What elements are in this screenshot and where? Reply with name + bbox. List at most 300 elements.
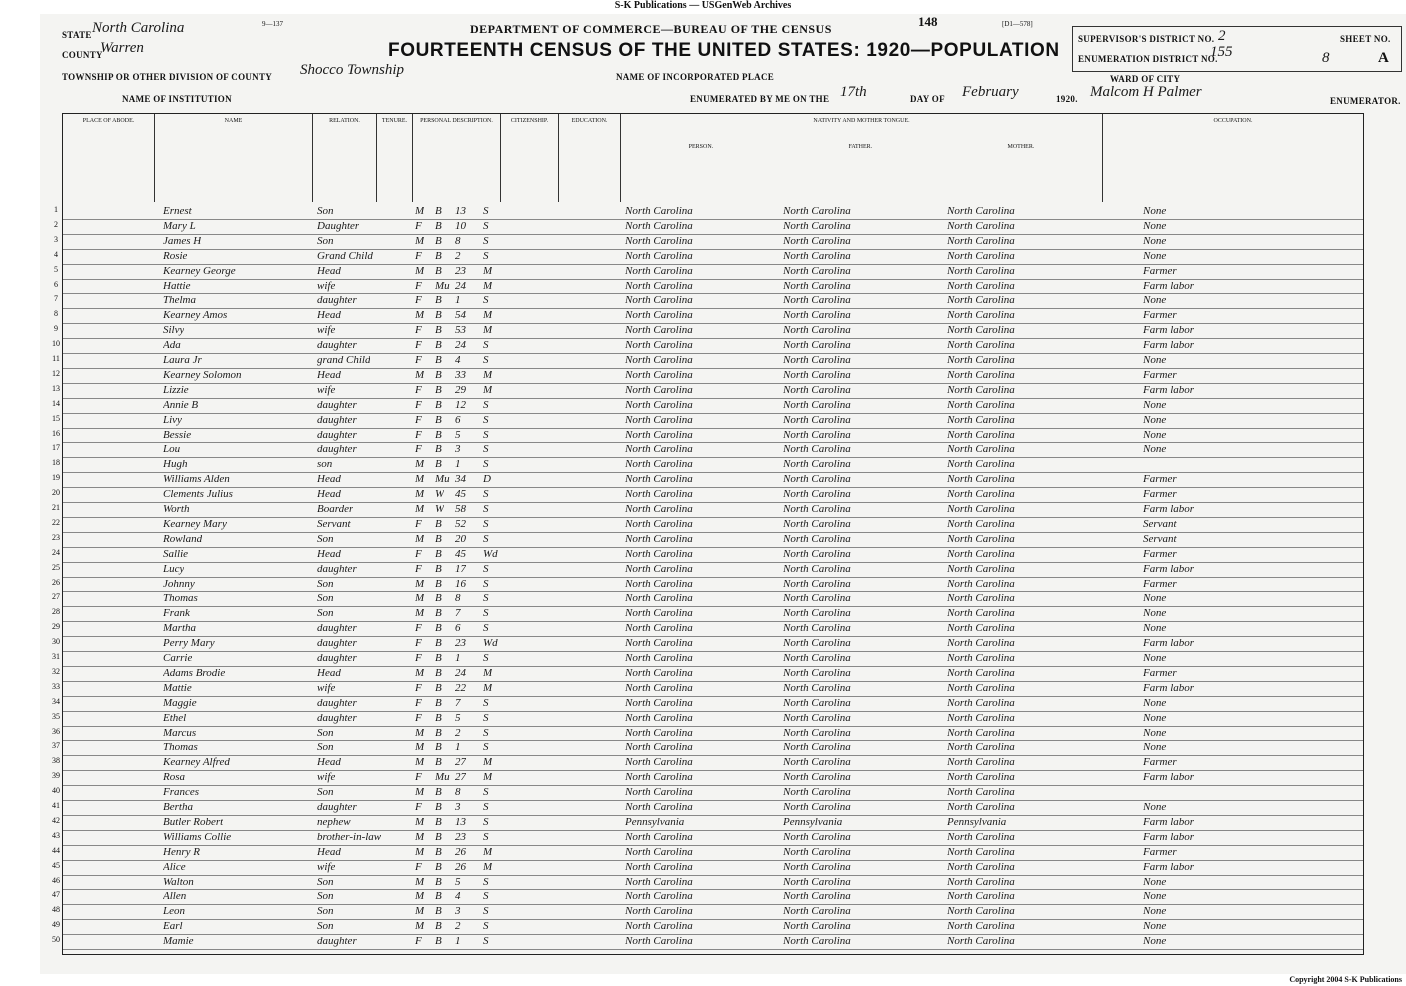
age: 20 bbox=[455, 532, 466, 545]
relation: Boarder bbox=[317, 503, 354, 515]
father-birthplace: North Carolina bbox=[783, 294, 851, 307]
race: B bbox=[435, 711, 442, 724]
father-birthplace: North Carolina bbox=[783, 443, 851, 456]
person-name: Laura Jr bbox=[163, 354, 202, 366]
race: B bbox=[435, 622, 442, 635]
marital-status: S bbox=[483, 652, 489, 664]
race: B bbox=[435, 741, 442, 754]
birthplace: North Carolina bbox=[625, 801, 693, 813]
row-divider bbox=[63, 696, 1363, 697]
occupation: Farmer bbox=[1143, 756, 1177, 769]
birthplace: Pennsylvania bbox=[625, 815, 685, 828]
mother-birthplace: North Carolina bbox=[947, 383, 1015, 396]
sex: M bbox=[415, 473, 425, 486]
col-name: NAME bbox=[155, 114, 313, 202]
marital-status: D bbox=[483, 473, 491, 486]
row-divider bbox=[63, 591, 1363, 592]
race: B bbox=[435, 309, 442, 322]
relation: daughter bbox=[317, 443, 357, 456]
birthplace: North Carolina bbox=[625, 309, 693, 322]
sex: M bbox=[415, 368, 425, 381]
person-name: Alice bbox=[163, 860, 186, 873]
row-number: 38 bbox=[52, 756, 60, 766]
relation: Son bbox=[317, 726, 334, 739]
mother-birthplace: North Carolina bbox=[947, 249, 1015, 262]
row-divider bbox=[63, 442, 1363, 443]
occupation: None bbox=[1143, 905, 1167, 918]
person-name: Mary L bbox=[163, 219, 196, 232]
occupation: None bbox=[1143, 398, 1167, 411]
marital-status: S bbox=[483, 786, 489, 799]
person-name: Henry R bbox=[163, 845, 200, 858]
father-birthplace: North Carolina bbox=[783, 264, 851, 277]
father-birthplace: North Carolina bbox=[783, 592, 851, 605]
row-number: 22 bbox=[52, 517, 60, 527]
sex: F bbox=[415, 279, 422, 292]
sex: F bbox=[415, 681, 422, 694]
age: 8 bbox=[455, 234, 461, 247]
birthplace: North Carolina bbox=[625, 458, 693, 471]
race: B bbox=[435, 905, 442, 918]
race: Mu bbox=[435, 279, 450, 292]
row-number: 15 bbox=[52, 413, 60, 423]
occupation: None bbox=[1143, 294, 1167, 307]
father-birthplace: North Carolina bbox=[783, 324, 851, 337]
race: B bbox=[435, 666, 442, 679]
father-birthplace: North Carolina bbox=[783, 249, 851, 262]
mother-birthplace: North Carolina bbox=[947, 294, 1015, 307]
mother-birthplace: North Carolina bbox=[947, 398, 1015, 411]
occupation: Farm labor bbox=[1143, 637, 1195, 650]
birthplace: North Carolina bbox=[625, 383, 693, 396]
occupation: Farmer bbox=[1143, 666, 1177, 679]
race: B bbox=[435, 845, 442, 858]
row-number: 45 bbox=[52, 860, 60, 870]
row-divider bbox=[63, 398, 1363, 399]
age: 12 bbox=[455, 398, 466, 411]
person-name: Rowland bbox=[163, 532, 203, 545]
occupation: Farm labor bbox=[1143, 339, 1195, 352]
occupation: Farm labor bbox=[1143, 503, 1195, 515]
sex: F bbox=[415, 860, 422, 873]
marital-status: S bbox=[483, 622, 489, 635]
age: 17 bbox=[455, 562, 466, 575]
marital-status: S bbox=[483, 875, 489, 888]
race: B bbox=[435, 354, 442, 366]
relation: daughter bbox=[317, 562, 357, 575]
relation: wife bbox=[317, 279, 336, 292]
occupation: Farmer bbox=[1143, 488, 1177, 501]
age: 4 bbox=[455, 354, 461, 366]
person-name: Hugh bbox=[163, 458, 188, 471]
mother-birthplace: North Carolina bbox=[947, 324, 1015, 337]
occupation: None bbox=[1143, 920, 1167, 933]
birthplace: North Carolina bbox=[625, 532, 693, 545]
marital-status: S bbox=[483, 801, 489, 813]
mother-birthplace: North Carolina bbox=[947, 711, 1015, 724]
sex: F bbox=[415, 219, 422, 232]
relation: wife bbox=[317, 383, 336, 396]
sex: F bbox=[415, 547, 422, 560]
race: B bbox=[435, 443, 442, 456]
relation: son bbox=[317, 458, 333, 471]
census-grid bbox=[52, 113, 1364, 955]
sex: M bbox=[415, 607, 425, 620]
race: B bbox=[435, 324, 442, 337]
birthplace: North Carolina bbox=[625, 666, 693, 679]
department-title: DEPARTMENT OF COMMERCE—BUREAU OF THE CENSUS bbox=[470, 22, 832, 36]
race: W bbox=[435, 503, 445, 515]
age: 23 bbox=[455, 830, 466, 843]
person-name: Kearney Alfred bbox=[163, 756, 230, 769]
row-number: 32 bbox=[52, 666, 60, 676]
relation: Son bbox=[317, 875, 334, 888]
relation: Head bbox=[317, 756, 341, 769]
row-divider bbox=[63, 919, 1363, 920]
sex: M bbox=[415, 666, 425, 679]
marital-status: S bbox=[483, 339, 489, 352]
person-name: Lucy bbox=[163, 562, 185, 575]
institution-label: NAME OF INSTITUTION bbox=[122, 94, 232, 104]
person-name: Bessie bbox=[163, 428, 192, 441]
sex: F bbox=[415, 249, 422, 262]
sex: M bbox=[415, 830, 425, 843]
occupation: Farm labor bbox=[1143, 562, 1195, 575]
age: 23 bbox=[455, 637, 466, 650]
row-number: 34 bbox=[52, 696, 60, 706]
row-number: 44 bbox=[52, 845, 60, 855]
age: 24 bbox=[455, 666, 466, 679]
mother-birthplace: North Carolina bbox=[947, 532, 1015, 545]
race: B bbox=[435, 801, 442, 813]
row-divider bbox=[63, 219, 1363, 220]
relation: daughter bbox=[317, 801, 357, 813]
sex: M bbox=[415, 309, 425, 322]
occupation: None bbox=[1143, 249, 1167, 262]
occupation: Farmer bbox=[1143, 845, 1177, 858]
relation: Son bbox=[317, 786, 334, 799]
occupation: None bbox=[1143, 219, 1167, 232]
relation: wife bbox=[317, 681, 336, 694]
person-name: Livy bbox=[163, 413, 182, 426]
row-divider bbox=[63, 711, 1363, 712]
birthplace: North Carolina bbox=[625, 428, 693, 441]
census-title: FOURTEENTH CENSUS OF THE UNITED STATES: 1920—POPULATION bbox=[388, 40, 1060, 61]
age: 52 bbox=[455, 517, 466, 530]
row-number: 10 bbox=[52, 339, 60, 349]
row-number: 49 bbox=[52, 920, 60, 930]
county-label: COUNTY bbox=[62, 50, 103, 60]
row-number: 36 bbox=[52, 726, 60, 736]
col-tenure: TENURE. bbox=[377, 114, 413, 202]
sex: M bbox=[415, 726, 425, 739]
sex: F bbox=[415, 935, 422, 948]
marital-status: M bbox=[483, 666, 493, 679]
father-birthplace: North Carolina bbox=[783, 607, 851, 620]
age: 45 bbox=[455, 547, 466, 560]
sex: F bbox=[415, 517, 422, 530]
township-label: TOWNSHIP OR OTHER DIVISION OF COUNTY bbox=[62, 72, 273, 82]
age: 10 bbox=[455, 219, 466, 232]
relation: Son bbox=[317, 890, 334, 903]
relation: Servant bbox=[317, 517, 351, 530]
mother-birthplace: North Carolina bbox=[947, 592, 1015, 605]
row-number: 21 bbox=[52, 503, 60, 512]
row-number: 9 bbox=[54, 324, 58, 334]
father-birthplace: North Carolina bbox=[783, 920, 851, 933]
birthplace: North Carolina bbox=[625, 294, 693, 307]
row-divider bbox=[63, 726, 1363, 727]
row-number: 35 bbox=[52, 711, 60, 721]
age: 5 bbox=[455, 875, 461, 888]
person-name: Kearney Amos bbox=[163, 309, 228, 322]
row-number: 50 bbox=[52, 935, 60, 945]
birthplace: North Carolina bbox=[625, 756, 693, 769]
age: 7 bbox=[455, 696, 461, 709]
mother-birthplace: North Carolina bbox=[947, 428, 1015, 441]
person-name: Kearney Solomon bbox=[163, 368, 242, 381]
birthplace: North Carolina bbox=[625, 860, 693, 873]
relation: daughter bbox=[317, 711, 357, 724]
age: 53 bbox=[455, 324, 466, 337]
birthplace: North Carolina bbox=[625, 696, 693, 709]
birthplace: North Carolina bbox=[625, 413, 693, 426]
relation: wife bbox=[317, 324, 336, 337]
row-divider bbox=[63, 234, 1363, 235]
sex: F bbox=[415, 652, 422, 664]
race: B bbox=[435, 696, 442, 709]
father-birthplace: North Carolina bbox=[783, 398, 851, 411]
row-number: 26 bbox=[52, 577, 60, 587]
birthplace: North Carolina bbox=[625, 368, 693, 381]
person-name: Carrie bbox=[163, 652, 193, 664]
relation: Head bbox=[317, 488, 341, 501]
sex: F bbox=[415, 637, 422, 650]
father-birthplace: North Carolina bbox=[783, 547, 851, 560]
row-number: 23 bbox=[52, 532, 60, 542]
year-label: 1920. bbox=[1056, 94, 1078, 104]
father-birthplace: North Carolina bbox=[783, 666, 851, 679]
row-number: 6 bbox=[54, 279, 58, 289]
relation: Head bbox=[317, 368, 341, 381]
age: 2 bbox=[455, 920, 461, 933]
father-birthplace: North Carolina bbox=[783, 696, 851, 709]
sex: M bbox=[415, 577, 425, 590]
nativity-title: NATIVITY AND MOTHER TONGUE. bbox=[813, 118, 910, 124]
birthplace: North Carolina bbox=[625, 398, 693, 411]
birthplace: North Carolina bbox=[625, 905, 693, 918]
age: 34 bbox=[455, 473, 466, 486]
supervisor-label: SUPERVISOR'S DISTRICT NO. bbox=[1078, 34, 1215, 44]
race: B bbox=[435, 264, 442, 277]
stamp-number: 148 bbox=[918, 14, 938, 29]
occupation: Servant bbox=[1143, 517, 1177, 530]
mother-birthplace: North Carolina bbox=[947, 830, 1015, 843]
row-number: 29 bbox=[52, 622, 60, 632]
sex: M bbox=[415, 741, 425, 754]
father-birthplace: North Carolina bbox=[783, 473, 851, 486]
marital-status: S bbox=[483, 815, 489, 828]
mother-birthplace: North Carolina bbox=[947, 935, 1015, 948]
age: 2 bbox=[455, 249, 461, 262]
person-name: Maggie bbox=[163, 696, 197, 709]
row-divider bbox=[63, 949, 1363, 950]
birthplace: North Carolina bbox=[625, 264, 693, 277]
race: B bbox=[435, 339, 442, 352]
person-name: Annie B bbox=[163, 398, 199, 411]
race: B bbox=[435, 368, 442, 381]
age: 54 bbox=[455, 309, 466, 322]
birthplace: North Carolina bbox=[625, 234, 693, 247]
father-birthplace: North Carolina bbox=[783, 488, 851, 501]
relation: wife bbox=[317, 771, 336, 784]
col-education: EDUCATION. bbox=[559, 114, 621, 202]
day-of-label: DAY OF bbox=[910, 94, 945, 104]
father-birthplace: North Carolina bbox=[783, 517, 851, 530]
birthplace: North Carolina bbox=[625, 279, 693, 292]
birthplace: North Carolina bbox=[625, 562, 693, 575]
col-abode: PLACE OF ABODE. bbox=[63, 114, 155, 202]
age: 27 bbox=[455, 771, 466, 784]
person-name: Rosie bbox=[163, 249, 188, 262]
age: 6 bbox=[455, 622, 461, 635]
row-divider bbox=[63, 651, 1363, 652]
person-name: Johnny bbox=[163, 577, 195, 590]
age: 26 bbox=[455, 860, 466, 873]
relation: brother-in-law bbox=[317, 830, 382, 843]
person-name: Silvy bbox=[163, 324, 185, 337]
row-number: 13 bbox=[52, 383, 60, 393]
age: 1 bbox=[455, 935, 461, 948]
age: 3 bbox=[455, 905, 461, 918]
occupation: None bbox=[1143, 875, 1167, 888]
father-birthplace: North Carolina bbox=[783, 562, 851, 575]
birthplace: North Carolina bbox=[625, 652, 693, 664]
month-value: February bbox=[962, 84, 1019, 100]
marital-status: S bbox=[483, 398, 489, 411]
col-nativity bbox=[621, 114, 1103, 202]
father-birthplace: North Carolina bbox=[783, 339, 851, 352]
mother-birthplace: North Carolina bbox=[947, 726, 1015, 739]
age: 8 bbox=[455, 592, 461, 605]
state-label: STATE bbox=[62, 30, 92, 40]
person-name: Clements Julius bbox=[163, 488, 233, 501]
row-number: 33 bbox=[52, 681, 60, 691]
age: 3 bbox=[455, 801, 461, 813]
race: B bbox=[435, 428, 442, 441]
occupation: None bbox=[1143, 696, 1167, 709]
father-birthplace: North Carolina bbox=[783, 368, 851, 381]
race: B bbox=[435, 234, 442, 247]
sex: F bbox=[415, 339, 422, 352]
race: Mu bbox=[435, 771, 450, 784]
marital-status: M bbox=[483, 845, 493, 858]
row-divider bbox=[63, 293, 1363, 294]
occupation: None bbox=[1143, 354, 1167, 366]
father-birthplace: North Carolina bbox=[783, 413, 851, 426]
mother-birthplace: North Carolina bbox=[947, 786, 1015, 799]
row-divider bbox=[63, 785, 1363, 786]
person-name: Bertha bbox=[163, 801, 193, 813]
person-name: Williams Collie bbox=[163, 830, 232, 843]
row-number: 8 bbox=[54, 309, 58, 319]
birthplace: North Carolina bbox=[625, 875, 693, 888]
father-birthplace: North Carolina bbox=[783, 652, 851, 664]
person-name: Mattie bbox=[163, 681, 192, 694]
father-birthplace: North Carolina bbox=[783, 428, 851, 441]
occupation: Farm labor bbox=[1143, 830, 1195, 843]
sex: F bbox=[415, 562, 422, 575]
race: B bbox=[435, 398, 442, 411]
age: 24 bbox=[455, 279, 466, 292]
birthplace: North Carolina bbox=[625, 711, 693, 724]
marital-status: Wd bbox=[483, 547, 498, 560]
mother-birthplace: North Carolina bbox=[947, 801, 1015, 813]
sheet-letter: A bbox=[1378, 50, 1389, 66]
age: 1 bbox=[455, 458, 461, 471]
relation: Son bbox=[317, 205, 334, 217]
marital-status: M bbox=[483, 771, 493, 784]
age: 7 bbox=[455, 607, 461, 620]
relation: Head bbox=[317, 845, 341, 858]
occupation: None bbox=[1143, 205, 1167, 217]
marital-status: S bbox=[483, 517, 489, 530]
mother-birthplace: North Carolina bbox=[947, 488, 1015, 501]
enumeration-label: ENUMERATION DISTRICT NO. bbox=[1078, 54, 1218, 64]
father-birthplace: North Carolina bbox=[783, 711, 851, 724]
birthplace: North Carolina bbox=[625, 577, 693, 590]
birthplace: North Carolina bbox=[625, 786, 693, 799]
marital-status: S bbox=[483, 413, 489, 426]
row-divider bbox=[63, 606, 1363, 607]
age: 24 bbox=[455, 339, 466, 352]
birthplace: North Carolina bbox=[625, 354, 693, 366]
mother-birthplace: North Carolina bbox=[947, 443, 1015, 456]
mother-birthplace: North Carolina bbox=[947, 652, 1015, 664]
occupation: None bbox=[1143, 607, 1167, 620]
mother-birthplace: North Carolina bbox=[947, 219, 1015, 232]
race: B bbox=[435, 592, 442, 605]
archive-header: S-K Publications — USGenWeb Archives bbox=[614, 0, 792, 11]
mother-birthplace: North Carolina bbox=[947, 339, 1015, 352]
row-number: 43 bbox=[52, 830, 60, 840]
row-number: 20 bbox=[52, 488, 60, 498]
person-name: Williams Alden bbox=[163, 473, 230, 486]
mother-birthplace: North Carolina bbox=[947, 607, 1015, 620]
age: 5 bbox=[455, 711, 461, 724]
row-number: 24 bbox=[52, 547, 60, 557]
person-name: Kearney George bbox=[163, 264, 236, 277]
relation: Grand Child bbox=[317, 249, 373, 262]
mother-birthplace: North Carolina bbox=[947, 234, 1015, 247]
relation: daughter bbox=[317, 398, 357, 411]
row-number: 40 bbox=[52, 786, 60, 796]
mother-birthplace: North Carolina bbox=[947, 264, 1015, 277]
sex: M bbox=[415, 845, 425, 858]
marital-status: S bbox=[483, 741, 489, 754]
marital-status: S bbox=[483, 711, 489, 724]
age: 8 bbox=[455, 786, 461, 799]
person-name: Earl bbox=[163, 920, 183, 933]
father-birthplace: North Carolina bbox=[783, 383, 851, 396]
sex: M bbox=[415, 890, 425, 903]
father-birthplace: North Carolina bbox=[783, 681, 851, 694]
nativity-mother: MOTHER. bbox=[1007, 144, 1035, 150]
relation: nephew bbox=[317, 815, 351, 828]
occupation: None bbox=[1143, 935, 1167, 948]
race: W bbox=[435, 488, 445, 501]
sex: F bbox=[415, 622, 422, 635]
